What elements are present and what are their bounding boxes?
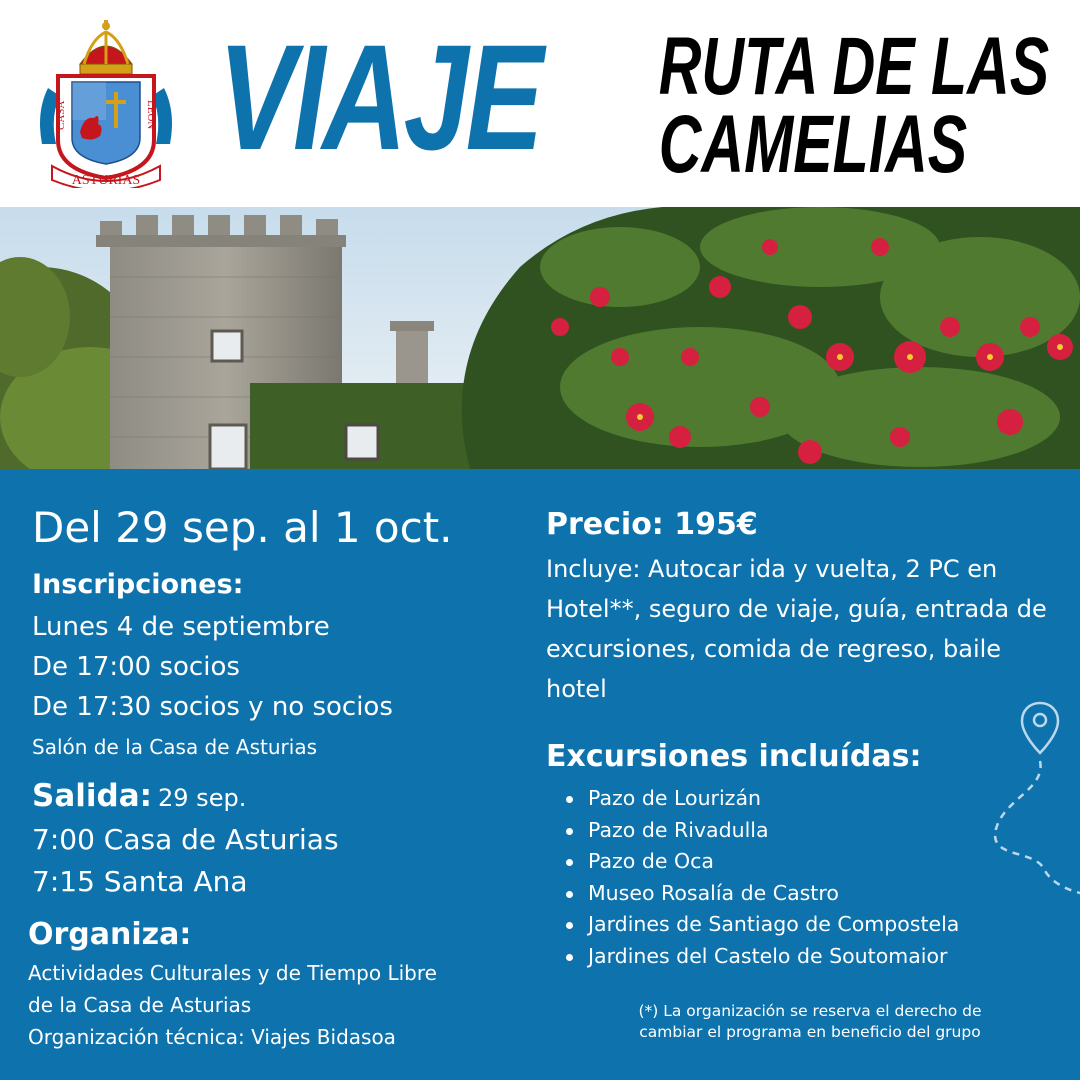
tower-and-camellias-photo bbox=[0, 207, 1080, 469]
organizer-technical: Organización técnica: Viajes Bidasoa bbox=[28, 1025, 396, 1049]
logo-text-left: CASA bbox=[55, 100, 67, 130]
route-map-pin-icon bbox=[984, 699, 1080, 899]
price: Precio: 195€ bbox=[546, 507, 758, 542]
departure-time-2: 7:15 Santa Ana bbox=[32, 865, 248, 898]
info-panel bbox=[0, 469, 1080, 1080]
disclaimer-line-1: (*) La organización se reserva el derecho de bbox=[638, 1002, 982, 1020]
inscripciones-heading: Inscripciones: bbox=[32, 569, 244, 600]
price-includes: Incluye: Autocar ida y vuelta, 2 PC en Hotel**, seguro de viaje, guía, entrada de excursiones, comida de regreso, baile hotel bbox=[546, 555, 1047, 703]
logo-text-bottom: ASTURIAS bbox=[71, 173, 141, 188]
disclaimer-line-2: cambiar el programa en beneficio del grupo bbox=[639, 1023, 981, 1041]
list-item: Jardines de Santiago de Compostela bbox=[566, 909, 959, 941]
excursions-list bbox=[566, 783, 959, 972]
coat-of-arms-icon bbox=[34, 20, 178, 188]
departure-time-1: 7:00 Casa de Asturias bbox=[32, 823, 339, 856]
trip-name bbox=[658, 21, 1050, 190]
trip-name-line1: RUTA DE LAS bbox=[658, 21, 1050, 112]
departure-heading bbox=[32, 778, 246, 814]
departure-label: Salida: bbox=[32, 778, 153, 814]
excursions-heading: Excursiones incluídas: bbox=[546, 739, 922, 774]
trip-dates: Del 29 sep. al 1 oct. bbox=[32, 503, 453, 552]
list-item: Museo Rosalía de Castro bbox=[566, 878, 959, 910]
inscripciones-time-all: De 17:30 socios y no socios bbox=[32, 692, 393, 722]
inscripciones-place: Salón de la Casa de Asturias bbox=[32, 735, 317, 759]
departure-date: 29 sep. bbox=[158, 784, 247, 812]
inscripciones-date: Lunes 4 de septiembre bbox=[32, 612, 330, 642]
organizer-line-1: Actividades Culturales y de Tiempo Libre bbox=[28, 961, 437, 985]
page-title: VIAJE bbox=[218, 13, 541, 181]
trip-name-line2: CAMELIAS bbox=[658, 99, 968, 190]
list-item: Pazo de Rivadulla bbox=[566, 815, 959, 847]
organizer-line-2: de la Casa de Asturias bbox=[28, 993, 252, 1017]
header bbox=[0, 0, 1080, 207]
list-item: Pazo de Lourizán bbox=[566, 783, 959, 815]
logo-text-right: LEON bbox=[145, 100, 157, 130]
inscripciones-time-members: De 17:00 socios bbox=[32, 652, 240, 682]
organizer-heading: Organiza: bbox=[28, 917, 192, 952]
list-item: Jardines del Castelo de Soutomaior bbox=[566, 941, 959, 973]
disclaimer-note bbox=[580, 1001, 1040, 1043]
list-item: Pazo de Oca bbox=[566, 846, 959, 878]
